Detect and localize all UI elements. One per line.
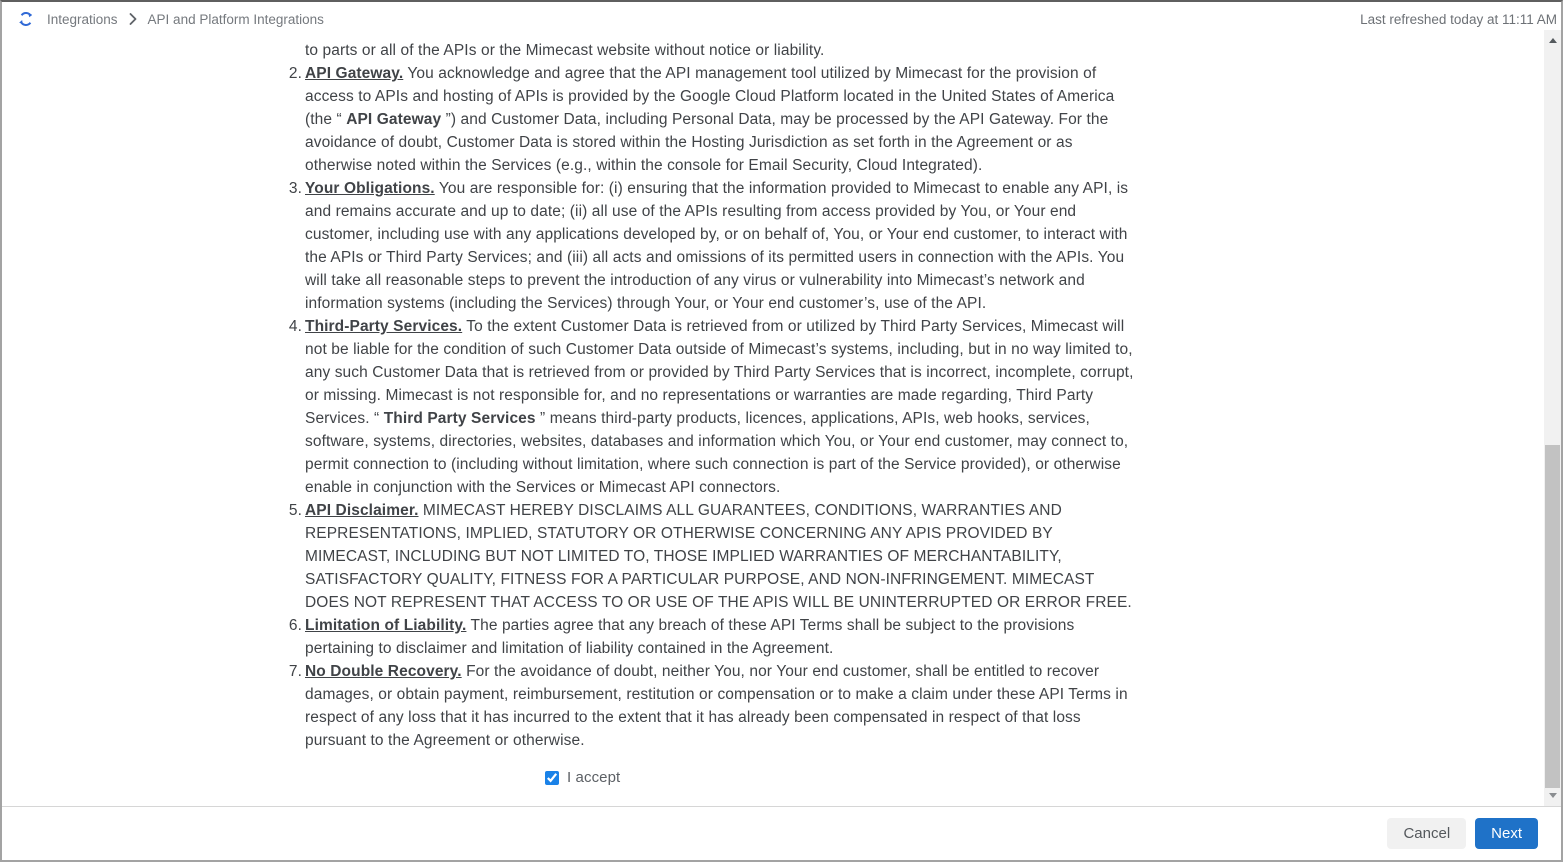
accept-checkbox[interactable] <box>545 771 559 785</box>
list-item-text: API Disclaimer. MIMECAST HEREBY DISCLAIMS ALL GUARANTEES, CONDITIONS, WARRANTIES AND REPRESENTATIONS, IMPLIED, STATUTORY OR OTHERWISE CONCERNING ANY APIS PROVIDED BY MIMECAST, INCLUDING BUT NOT LIMITED TO, THOSE IMPLIED WARRANTIES OF MERCHANTABILITY, SATISFACTORY QUALITY, FITNESS FOR A PARTICULAR PURPOSE, AND NON-INFRINGEMENT. MIMECAST DOES NOT REPRESENT THAT ACCESS TO OR USE OF THE APIS WILL BE UNINTERRUPTED OR ERROR FREE. <box>305 502 1132 611</box>
list-item-text: Third-Party Services. To the extent Customer Data is retrieved from or utilized by Third Party Services, Mimecast will not be liable for the condition of such Customer Data outside of Mimecast’s systems, including, but in no way limited to, any such Customer Data that is retrieved from or provided by Third Party Services that is incorrect, incomplete, corrupt, or missing. Mimecast is not responsible for, and no representations or warranties are made regarding, Third Party Services. “ Third Party Services ” means third-party products, licences, applications, APIs, web hooks, services, software, systems, directories, websites, databases and information which You, or Your end customer, may connect to, permit connection to (including without limitation, where such connection is part of the Service provided), or otherwise enable in conjunction with the Services or Mimecast API connectors. <box>305 318 1134 496</box>
list-item-text: Limitation of Liability. The parties agree that any breach of these API Terms shall be subject to the provisions pertaining to disclaimer and limitation of liability contained in the Agreement. <box>305 617 1075 657</box>
terms-list-item <box>286 315 1160 499</box>
list-item-text: No Double Recovery. For the avoidance of doubt, neither You, nor Your end customer, shall be entitled to recover damages, or obtain payment, reimbursement, restitution or compensation or to make a claim under these API Terms in respect of any loss that it has incurred to the extent that it has already been compensated in respect of that loss pursuant to the Agreement or otherwise. <box>305 663 1128 749</box>
accept-row <box>545 766 1160 789</box>
terms-list-item <box>286 660 1160 752</box>
accept-label[interactable]: I accept <box>567 769 621 786</box>
terms-list-item <box>286 499 1160 614</box>
terms-scroll-area <box>2 32 1542 789</box>
terms-document <box>286 39 1160 789</box>
list-item-text: Your Obligations. You are responsible for: (i) ensuring that the information provided to Mimecast to enable any API, is and remains accurate and up to date; (ii) all use of the APIs resulting from access provided by You, or Your end customer, including use with any applications developed by, or on behalf of, You, or Your end customer, to interact with the APIs or Third Party Services; and (iii) all acts and omissions of its permitted users in connection with the APIs. You will take all reasonable steps to prevent the introduction of any virus or vulnerability into Mimecast’s network and information systems (including the Services) through Your, or Your end customer’s, use of the API. <box>305 180 1129 312</box>
refresh-icon[interactable] <box>18 11 34 27</box>
list-item-number: 2. <box>288 65 302 82</box>
list-item-text: API Gateway. You acknowledge and agree that the API management tool utilized by Mimecast for the provision of access to APIs and hosting of APIs is provided by the Google Cloud Platform located in the United States of America (the “ API Gateway ”) and Customer Data, including Personal Data, may be processed by the API Gateway. For the avoidance of doubt, Customer Data is stored within the Hosting Jurisdiction as set forth in the Agreement or as otherwise noted within the Services (e.g., within the console for Email Security, Cloud Integrated). <box>305 65 1115 174</box>
scroll-down-arrow-icon <box>1549 793 1557 798</box>
last-refreshed-text: Last refreshed today at 11:11 AM <box>1360 11 1557 27</box>
breadcrumb-item-api-platform-integrations[interactable]: API and Platform Integrations <box>147 11 324 27</box>
terms-list-item <box>286 62 1160 177</box>
footer-bar <box>2 806 1561 860</box>
next-button[interactable]: Next <box>1475 818 1538 849</box>
vertical-scrollbar[interactable] <box>1544 30 1561 806</box>
list-item-number: 6. <box>288 617 302 634</box>
scrollbar-thumb[interactable] <box>1545 445 1560 788</box>
list-item-number: 5. <box>288 502 302 519</box>
terms-list-item <box>286 177 1160 315</box>
scrollbar-down-button[interactable] <box>1544 787 1561 804</box>
terms-list-item <box>286 614 1160 660</box>
scrollbar-up-button[interactable] <box>1544 32 1561 49</box>
list-item-number: 3. <box>288 180 302 197</box>
breadcrumb-bar <box>2 2 1561 32</box>
breadcrumb-item-integrations[interactable]: Integrations <box>47 11 118 27</box>
terms-intro-fragment: to parts or all of the APIs or the Mimecast website without notice or liability. <box>305 42 825 59</box>
list-item-number: 4. <box>288 318 302 335</box>
chevron-right-icon <box>129 13 137 25</box>
terms-list <box>286 62 1160 752</box>
cancel-button[interactable]: Cancel <box>1387 818 1466 849</box>
list-item-number: 7. <box>288 663 302 680</box>
scroll-up-arrow-icon <box>1549 38 1557 43</box>
